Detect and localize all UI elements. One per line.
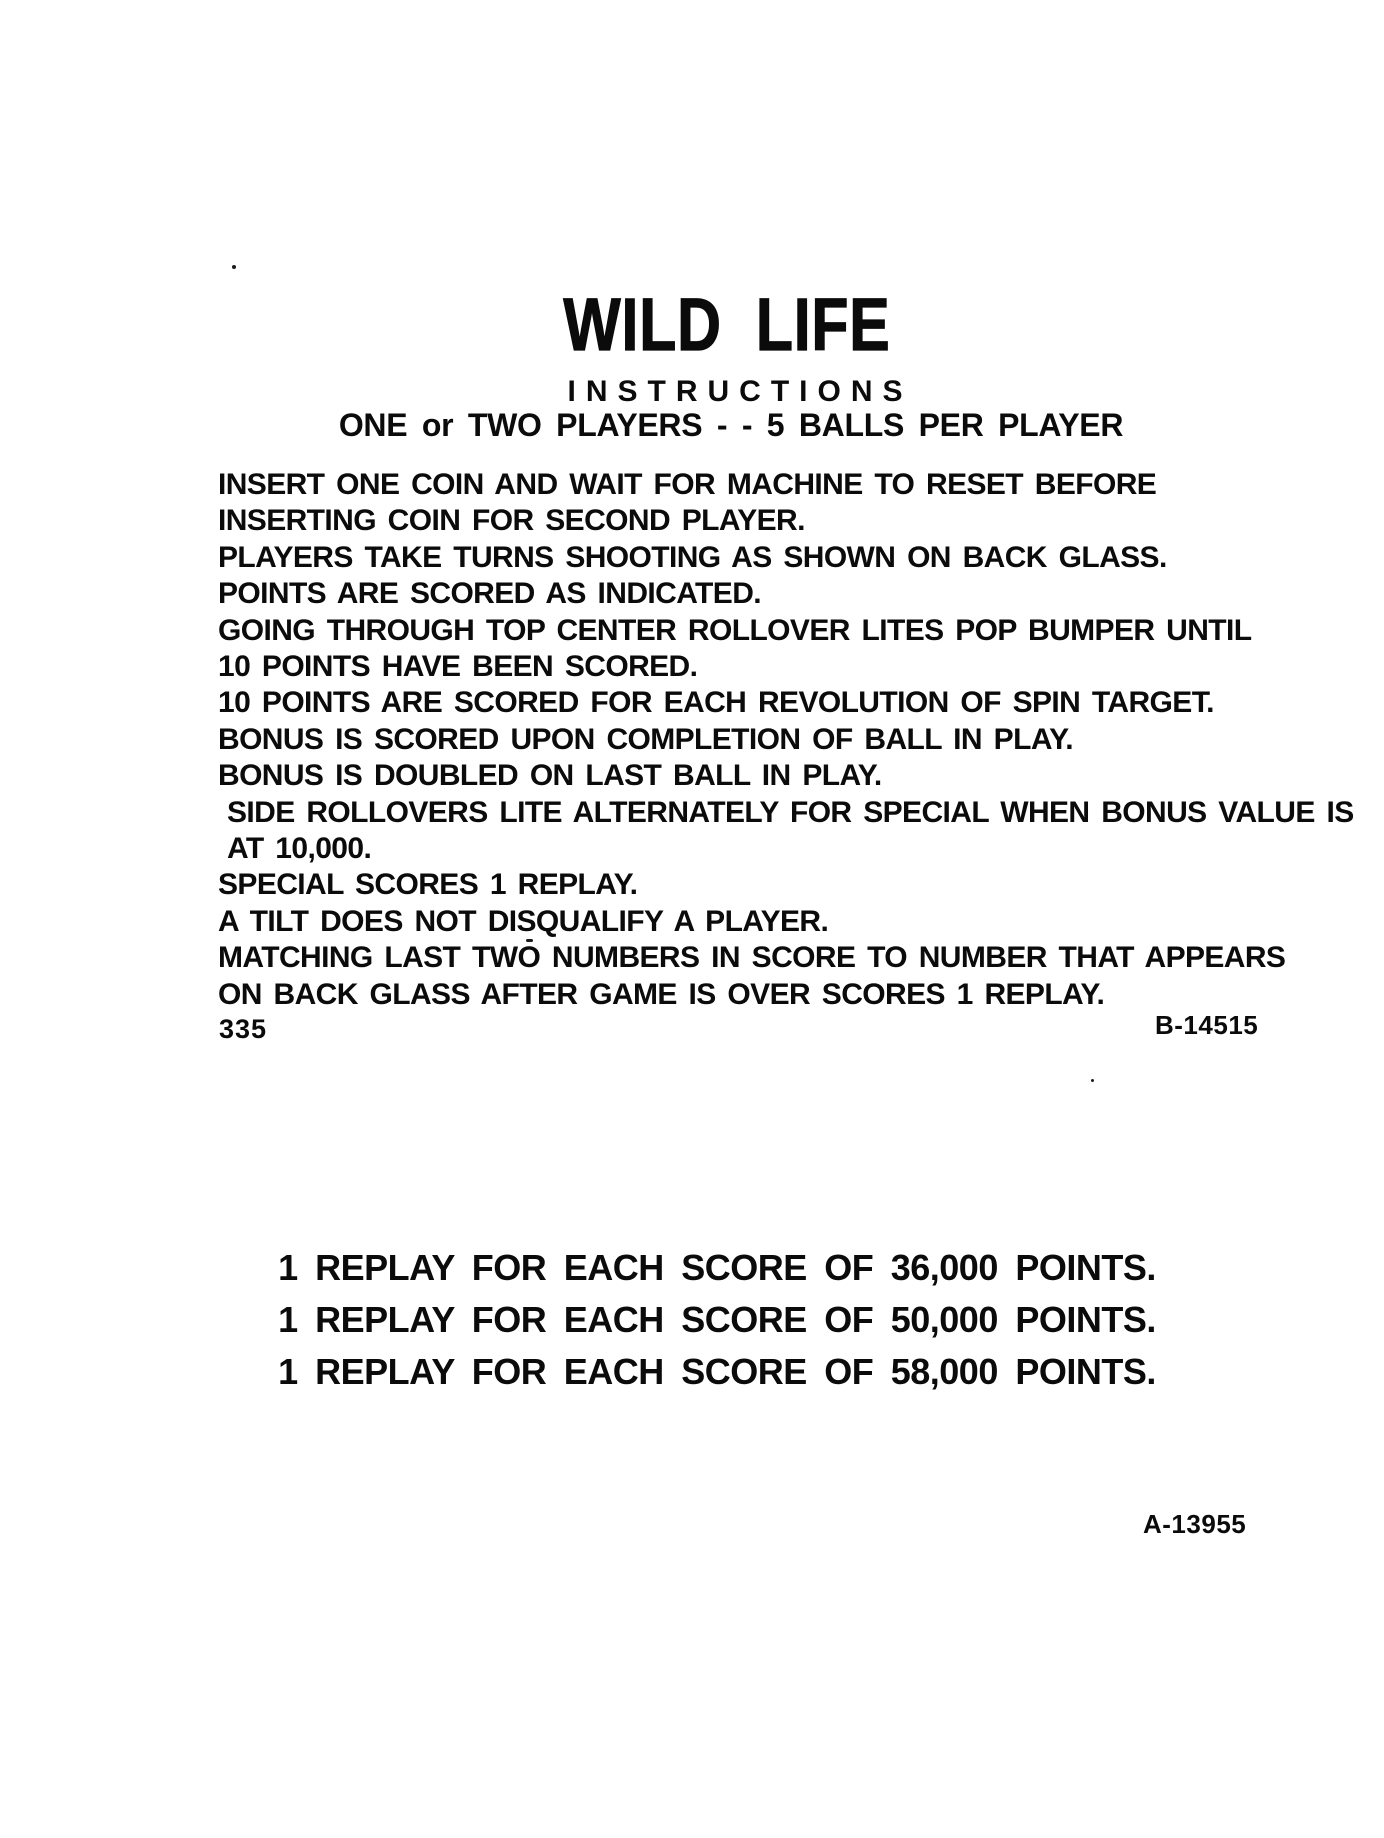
instruction-line: AT 10,000. (227, 832, 372, 866)
instruction-line: POINTS ARE SCORED AS INDICATED. (218, 577, 761, 611)
scan-speck (1091, 1079, 1094, 1082)
doc-number: A-13955 (1143, 1509, 1247, 1539)
instruction-line: 10 POINTS HAVE BEEN SCORED. (218, 650, 698, 684)
scan-speck (232, 265, 236, 269)
instruction-line: INSERTING COIN FOR SECOND PLAYER. (218, 504, 805, 538)
instruction-line: SIDE ROLLOVERS LITE ALTERNATELY FOR SPECIAL WHEN BONUS VALUE IS (227, 795, 1354, 829)
instruction-line: A TILT DOES NOT DISQUALIFY A PLAYER. (218, 904, 829, 938)
replay-award-line: 1 REPLAY FOR EACH SCORE OF 50,000 POINTS. (278, 1299, 1156, 1340)
replay-award-line: 1 REPLAY FOR EACH SCORE OF 36,000 POINTS. (278, 1247, 1156, 1288)
card-number-right: B-14515 (1155, 1010, 1259, 1040)
instruction-line: SPECIAL SCORES 1 REPLAY. (218, 868, 638, 902)
instruction-line: GOING THROUGH TOP CENTER ROLLOVER LITES POP BUMPER UNTIL (218, 613, 1252, 647)
instruction-line: ON BACK GLASS AFTER GAME IS OVER SCORES 1 REPLAY. (218, 977, 1105, 1011)
instruction-line: BONUS IS DOUBLED ON LAST BALL IN PLAY. (218, 759, 882, 793)
instruction-line: MATCHING LAST TWO NUMBERS IN SCORE TO NUMBER THAT APPEARS (218, 941, 1286, 975)
replay-award-list (52, 1242, 1382, 1398)
game-title: WILD LIFE (563, 283, 891, 366)
instructions-heading: INSTRUCTIONS (567, 375, 913, 408)
instructions-list (218, 467, 1354, 1013)
instruction-line: BONUS IS SCORED UPON COMPLETION OF BALL IN PLAY. (218, 722, 1073, 756)
players-balls-line: ONE or TWO PLAYERS - - 5 BALLS PER PLAYER (338, 407, 1124, 443)
instruction-line: INSERT ONE COIN AND WAIT FOR MACHINE TO RESET BEFORE (218, 468, 1157, 501)
replay-award-line: 1 REPLAY FOR EACH SCORE OF 58,000 POINTS. (278, 1351, 1156, 1392)
instruction-line: PLAYERS TAKE TURNS SHOOTING AS SHOWN ON BACK GLASS. (218, 540, 1167, 574)
instruction-line: 10 POINTS ARE SCORED FOR EACH REVOLUTION OF SPIN TARGET. (218, 686, 1214, 720)
card-number-left: 335 (219, 1014, 268, 1044)
